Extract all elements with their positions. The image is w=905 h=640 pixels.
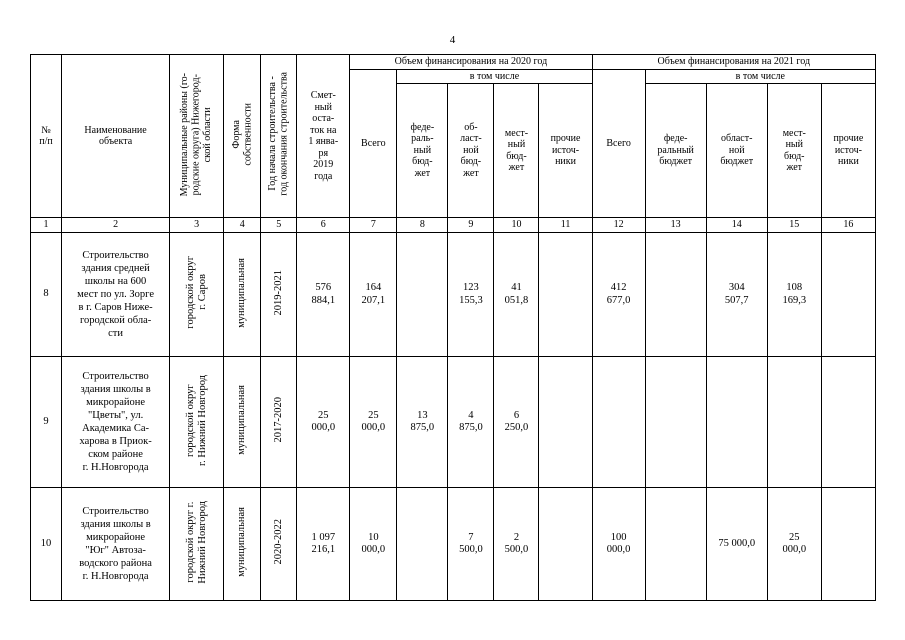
header-federal-2020: феде- раль- ный бюд- жет xyxy=(397,84,448,218)
row-municipality xyxy=(170,233,224,357)
column-number: 3 xyxy=(170,218,224,233)
row-municipality xyxy=(170,357,224,488)
row-years xyxy=(261,488,297,601)
column-number: 8 xyxy=(397,218,448,233)
column-number: 6 xyxy=(297,218,350,233)
column-number: 5 xyxy=(261,218,297,233)
row-ownership xyxy=(224,488,261,601)
header-financing-2021: Объем финансирования на 2021 год xyxy=(592,55,875,70)
row-total-2020: 10 000,0 xyxy=(350,488,397,601)
header-local-2020: мест- ный бюд- жет xyxy=(494,84,539,218)
page-number: 4 xyxy=(449,34,456,46)
row-other-2021 xyxy=(821,233,875,357)
column-number: 16 xyxy=(821,218,875,233)
row-local-2020: 6 250,0 xyxy=(494,357,539,488)
header-years-text: Год начала строительства - год окончания строительства xyxy=(267,72,290,197)
row-federal-2020 xyxy=(397,488,448,601)
row-num: 8 xyxy=(31,233,62,357)
row-other-2020 xyxy=(539,233,592,357)
row-local-2020: 41 051,8 xyxy=(494,233,539,357)
row-local-2020: 2 500,0 xyxy=(494,488,539,601)
row-federal-2021 xyxy=(645,233,706,357)
row-municipality-text: городской округ г. Нижний Новгород xyxy=(184,374,208,466)
column-number: 10 xyxy=(494,218,539,233)
column-number: 12 xyxy=(592,218,645,233)
header-years xyxy=(261,55,297,218)
row-years-text: 2020-2022 xyxy=(272,519,284,565)
row-regional-2021: 75 000,0 xyxy=(706,488,767,601)
row-estimate: 576 884,1 xyxy=(297,233,350,357)
row-total-2021: 100 000,0 xyxy=(592,488,645,601)
row-years-text: 2017-2020 xyxy=(272,397,284,443)
header-ownership xyxy=(224,55,261,218)
header-federal-2021: феде- ральный бюджет xyxy=(645,84,706,218)
row-ownership xyxy=(224,233,261,357)
header-other-2021: прочие источ- ники xyxy=(821,84,875,218)
table-row xyxy=(31,233,876,357)
row-num: 10 xyxy=(31,488,62,601)
column-number: 13 xyxy=(645,218,706,233)
row-estimate: 25 000,0 xyxy=(297,357,350,488)
header-regional-2020: об- ласт- ной бюд- жет xyxy=(448,84,494,218)
financing-table xyxy=(30,54,876,601)
row-other-2021 xyxy=(821,357,875,488)
row-object-name: Строительство здания средней школы на 600 мест по ул. Зорге в г. Саров Ниже- городской обла- сти xyxy=(62,233,170,357)
column-number: 7 xyxy=(350,218,397,233)
row-estimate: 1 097 216,1 xyxy=(297,488,350,601)
column-number: 15 xyxy=(767,218,821,233)
row-municipality-text: городской округ г. Нижний Новгород xyxy=(184,500,208,584)
row-federal-2021 xyxy=(645,357,706,488)
header-row-1 xyxy=(31,55,876,70)
table-row xyxy=(31,488,876,601)
row-municipality xyxy=(170,488,224,601)
row-federal-2020: 13 875,0 xyxy=(397,357,448,488)
column-number: 2 xyxy=(62,218,170,233)
row-ownership xyxy=(224,357,261,488)
column-number: 1 xyxy=(31,218,62,233)
row-other-2021 xyxy=(821,488,875,601)
row-ownership-text: муниципальная xyxy=(236,257,248,328)
row-years-text: 2019-2021 xyxy=(272,269,284,316)
header-object-name: Наименование объекта xyxy=(62,55,170,218)
row-total-2021 xyxy=(592,357,645,488)
header-other-2020: прочие источ- ники xyxy=(539,84,592,218)
row-local-2021: 25 000,0 xyxy=(767,488,821,601)
header-estimate: Смет- ный оста- ток на 1 янва- ря 2019 года xyxy=(297,55,350,218)
column-number: 11 xyxy=(539,218,592,233)
row-ownership-text: муниципальная xyxy=(236,385,248,455)
header-total-2020: Всего xyxy=(350,69,397,218)
row-total-2021: 412 677,0 xyxy=(592,233,645,357)
row-federal-2021 xyxy=(645,488,706,601)
header-municipality xyxy=(170,55,224,218)
row-local-2021: 108 169,3 xyxy=(767,233,821,357)
column-number-row xyxy=(31,218,876,233)
header-financing-2020: Объем финансирования на 2020 год xyxy=(350,55,592,70)
row-object-name: Строительство здания школы в микрорайоне "Юг" Автоза- водского района г. Н.Новгорода xyxy=(62,488,170,601)
column-number: 14 xyxy=(706,218,767,233)
header-local-2021: мест- ный бюд- жет xyxy=(767,84,821,218)
row-other-2020 xyxy=(539,357,592,488)
row-object-name: Строительство здания школы в микрорайоне "Цветы", ул. Академика Са- харова в Приок- ском районе г. Н.Новгорода xyxy=(62,357,170,488)
header-total-2021: Всего xyxy=(592,69,645,218)
row-regional-2020: 7 500,0 xyxy=(448,488,494,601)
header-municipality-text: Муниципальные районы (го- родские округа) Нижегород- ской области xyxy=(179,72,214,196)
row-num: 9 xyxy=(31,357,62,488)
row-regional-2021 xyxy=(706,357,767,488)
column-number: 4 xyxy=(224,218,261,233)
header-including-2020: в том числе xyxy=(397,69,592,84)
row-other-2020 xyxy=(539,488,592,601)
row-regional-2021: 304 507,7 xyxy=(706,233,767,357)
column-number: 9 xyxy=(448,218,494,233)
row-years xyxy=(261,233,297,357)
row-ownership-text: муниципальная xyxy=(236,507,248,577)
row-total-2020: 164 207,1 xyxy=(350,233,397,357)
row-federal-2020 xyxy=(397,233,448,357)
row-municipality-text: городской округ г. Саров xyxy=(184,256,208,329)
header-num: № п/п xyxy=(31,55,62,218)
row-years xyxy=(261,357,297,488)
row-regional-2020: 123 155,3 xyxy=(448,233,494,357)
row-total-2020: 25 000,0 xyxy=(350,357,397,488)
header-including-2021: в том числе xyxy=(645,69,875,84)
header-ownership-text: Форма собственности xyxy=(230,102,254,166)
row-local-2021 xyxy=(767,357,821,488)
table-row xyxy=(31,357,876,488)
row-regional-2020: 4 875,0 xyxy=(448,357,494,488)
header-regional-2021: област- ной бюджет xyxy=(706,84,767,218)
